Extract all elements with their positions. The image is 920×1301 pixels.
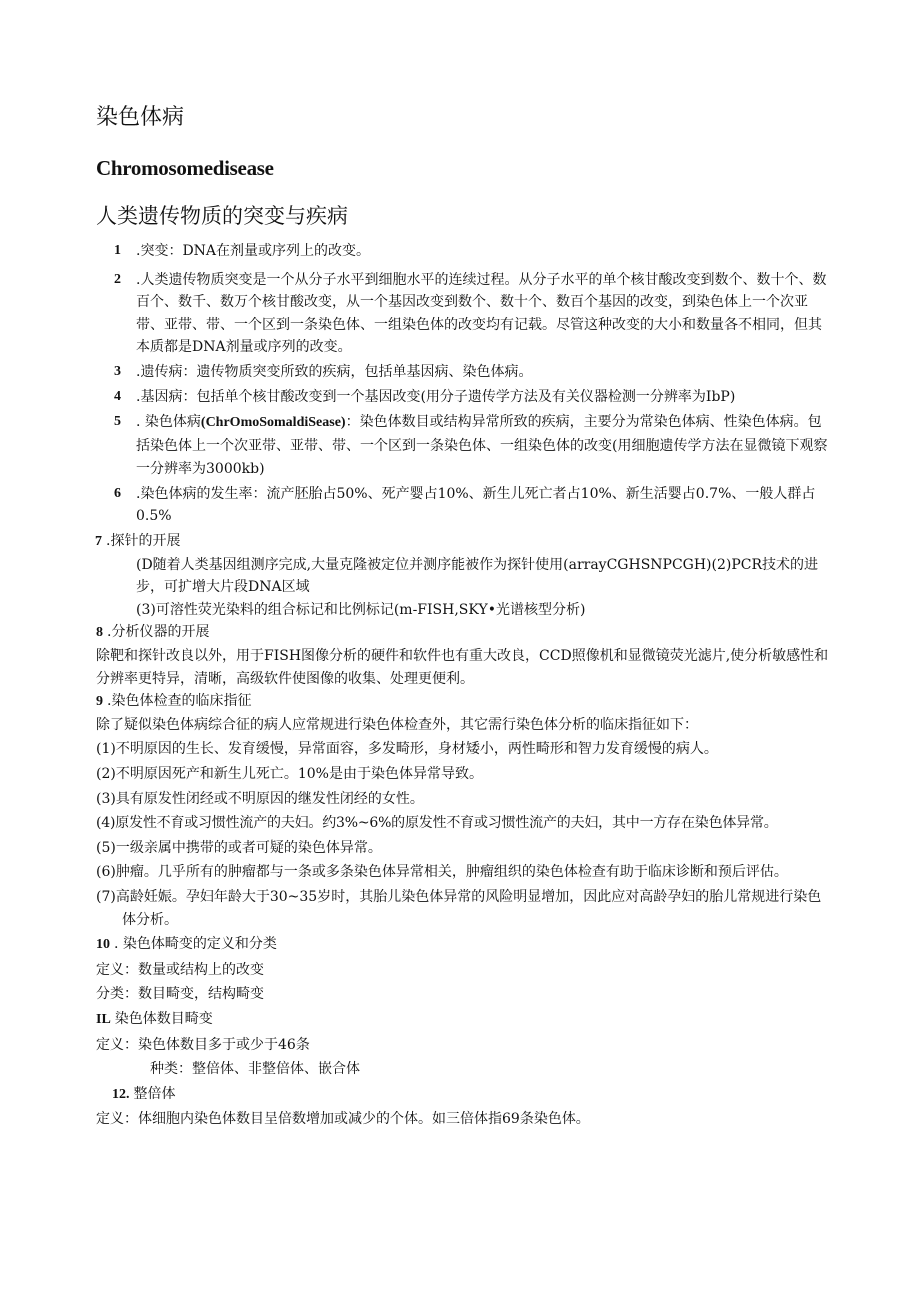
- section-title: .分析仪器的开展: [107, 624, 210, 641]
- section-10-classification: 分类：数目畸变，结构畸变: [96, 986, 264, 1003]
- item-text: .染色体病的发生率：流产胚胎占50%、死产婴占10%、新生儿死亡者占10%、新生活婴占0.7%、一般人群占0.5%: [136, 485, 816, 525]
- item-number: 6: [114, 485, 121, 501]
- section-10-heading: [96, 933, 830, 957]
- section-11-kinds: 种类：整倍体、非整倍体、嵌合体: [150, 1061, 360, 1078]
- section-number: IL: [96, 1011, 111, 1027]
- section-title: .染色体检查的临床指征: [107, 693, 252, 710]
- section-number: 10: [96, 937, 110, 953]
- indication-4: (4)原发性不育或习惯性流产的夫妇。约3%~6%的原发性不育或习惯性流产的夫妇，其中一方存在染色体异常。: [96, 815, 778, 832]
- section-title: . 染色体畸变的定义和分类: [114, 936, 277, 953]
- item-text-bold: (ChrOmoSomaldiSease): [200, 415, 346, 431]
- indication-1: (1)不明原因的生长、发育缓慢，异常面容，多发畸形，身材矮小，两性畸形和智力发育缓慢的病人。: [96, 741, 718, 758]
- indication-2: (2)不明原因死产和新生儿死亡。10%是由于染色体异常导致。: [96, 766, 483, 783]
- indication-3: (3)具有原发性闭经或不明原因的继发性闭经的女性。: [96, 790, 424, 807]
- item-number: 5: [114, 414, 121, 430]
- list-item-1: [96, 240, 830, 263]
- section-11-definition: 定义：染色体数目多于或少于46条: [96, 1036, 310, 1053]
- item-text: .基因病：包括单个核甘酸改变到一个基因改变(用分子遗传学方法及有关仪器检测一分辨率为IbP): [136, 389, 736, 406]
- section-7-line-1: (D随着人类基因组测序完成,大量克隆被定位并测序能被作为探针使用(arrayCGHSNPCGH)(2)PCR技术的进步，可扩增大片段DNA区域: [136, 556, 819, 596]
- list-item-2: [96, 269, 830, 359]
- section-7-line-2: (3)可溶性荧光染料的组合标记和比例标记(m-FISH,SKY•光谱核型分析): [136, 601, 586, 618]
- list-item-5: [96, 411, 830, 480]
- list-item-3: [96, 361, 830, 384]
- section-11-heading: [96, 1008, 830, 1032]
- list-item-6: [96, 483, 830, 528]
- section-9-heading: [96, 690, 830, 714]
- item-text-post: ：染色体数目或结构异常所致的疾病，主要分为常染色体病、性染色体病。包括染色体上一个次亚带、亚带、带、一个区到一条染色体、一组染色体的改变(用细胞遗传学方法在显微镜下观察一分辨率为3000kb): [136, 414, 828, 477]
- section-8-text: 除靶和探针改良以外，用于FISH图像分析的硬件和软件也有重大改良，CCD照像机和显微镜荧光滤片,使分析敏感性和分辨率更特异，清晰，高级软件使图像的收集、处理更便利。: [96, 648, 829, 687]
- list-item-4: [96, 386, 830, 409]
- section-number: 7: [95, 534, 102, 550]
- title-english: Chromosomedisease: [96, 156, 274, 180]
- item-number: 4: [114, 389, 121, 405]
- section-12-definition: 定义：体细胞内染色体数目呈倍数增加或减少的个体。如三倍体指69条染色体。: [96, 1111, 590, 1128]
- item-text: .遗传病：遗传物质突变所致的疾病，包括单基因病、染色体病。: [136, 364, 533, 381]
- title-chinese: 染色体病: [96, 105, 185, 130]
- item-number: 2: [114, 271, 121, 287]
- section-title: 整倍体: [133, 1085, 176, 1102]
- section-7-heading: [95, 530, 830, 554]
- indication-5: (5)一级亲属中携带的或者可疑的染色体异常。: [96, 839, 382, 856]
- item-text: .突变：DNA在剂量或序列上的改变。: [136, 243, 371, 259]
- section-10-definition: 定义：数量或结构上的改变: [96, 961, 264, 978]
- item-number: 1: [114, 243, 121, 258]
- document-body: [96, 240, 830, 1131]
- indication-7: (7)高龄妊娠。孕妇年龄大于30~35岁时，其胎儿染色体异常的风险明显增加，因此应对高龄孕妇的胎儿常规进行染色体分析。: [96, 888, 822, 928]
- section-subtitle: 人类遗传物质的突变与疾病: [96, 204, 348, 228]
- section-title: .探针的开展: [106, 533, 181, 550]
- section-number: 12.: [112, 1086, 130, 1102]
- item-text-pre: . 染色体病: [136, 414, 201, 431]
- section-9-intro: 除了疑似染色体病综合征的病人应常规进行染色体检查外，其它需行染色体分析的临床指征如下：: [96, 716, 698, 733]
- section-number: 9: [96, 694, 103, 710]
- indication-6: (6)肿瘤。几乎所有的肿瘤都与一条或多条染色体异常相关，肿瘤组织的染色体检查有助于临床诊断和预后评估。: [96, 864, 788, 881]
- item-number: 3: [114, 364, 121, 380]
- section-number: 8: [96, 625, 103, 641]
- section-12-heading: [96, 1083, 830, 1107]
- section-title: 染色体数目畸变: [114, 1010, 213, 1027]
- section-8-heading: [96, 621, 830, 645]
- item-text: .人类遗传物质突变是一个从分子水平到细胞水平的连续过程。从分子水平的单个核甘酸改变到数个、数十个、数百个、数千、数万个核甘酸改变，从一个基因改变到数个、数十个、数百个基因的改变，到染色体上一个次亚带、亚带、带、一个区到一条染色体、一组染色体的改变均有记载。尽管这种改变的大小和数量各不相同，但其本质都是DNA剂量或序列的改变。: [136, 271, 827, 356]
